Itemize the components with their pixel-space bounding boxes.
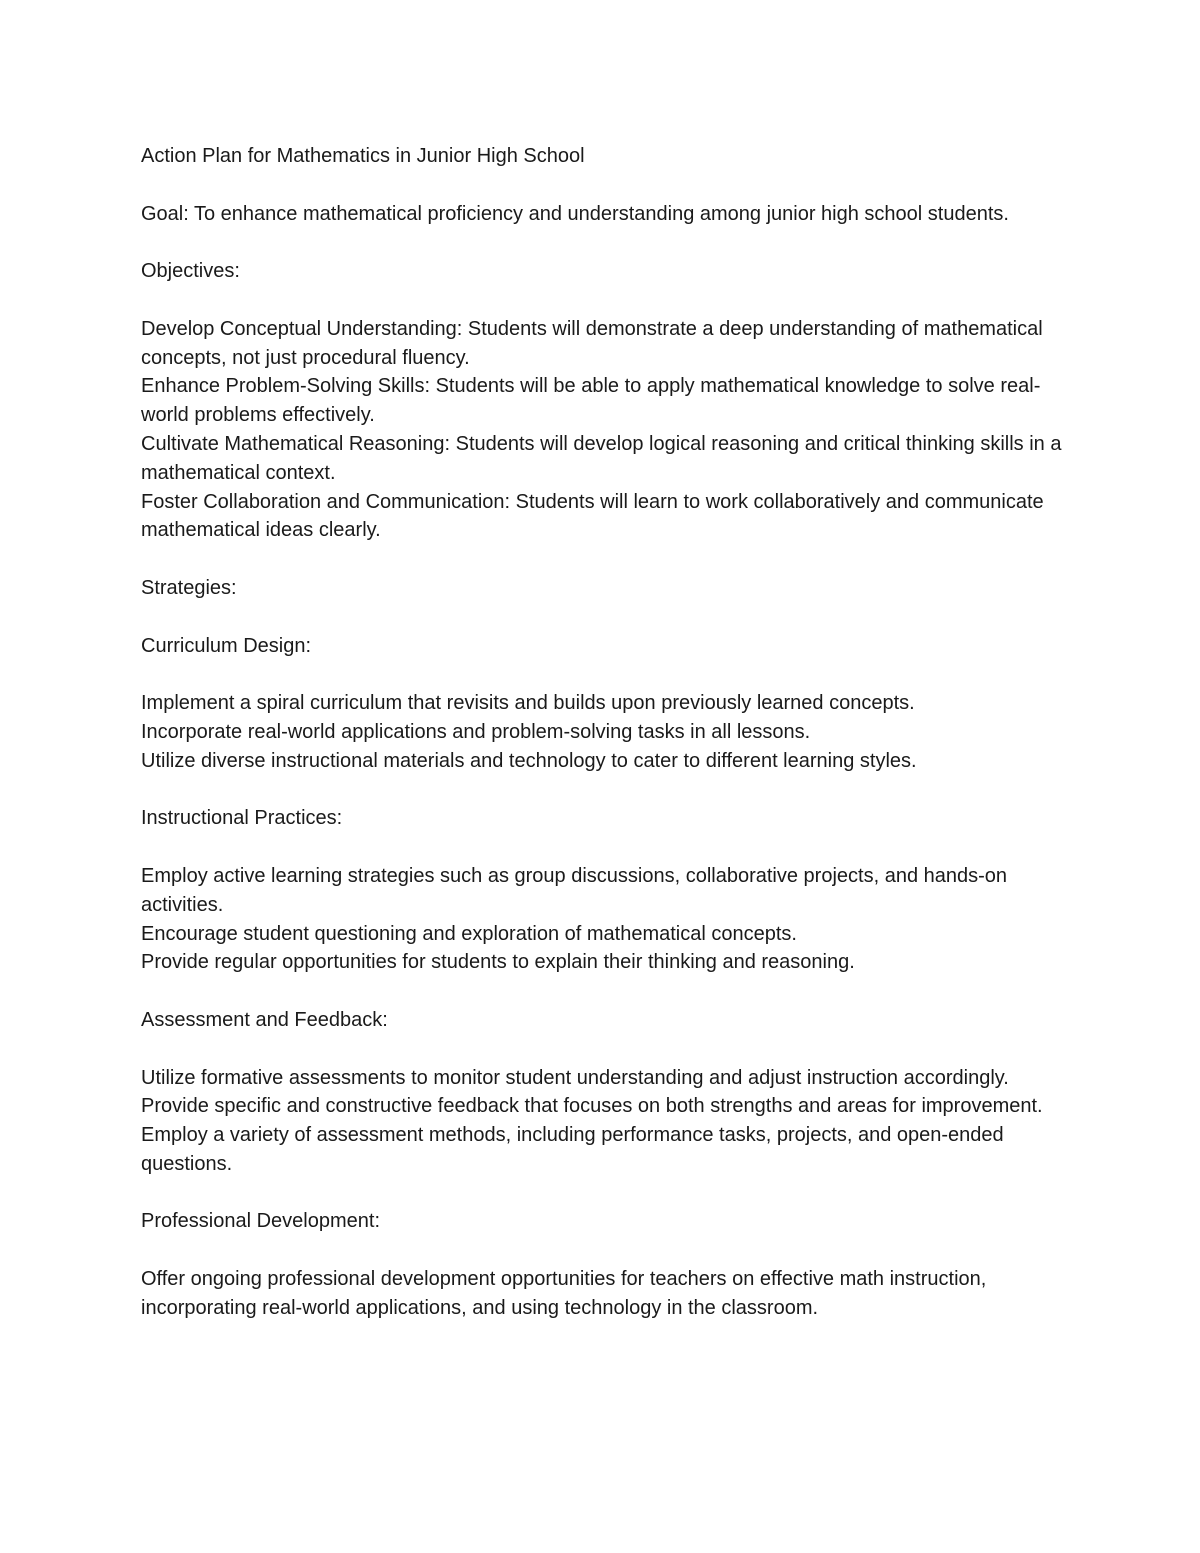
spacer — [141, 1035, 1071, 1064]
objective-item: Foster Collaboration and Communication: Students will learn to work collaboratively and communicate mathematical ideas clearly. — [141, 490, 1044, 542]
spacer — [141, 171, 1071, 200]
assessment-item: Utilize formative assessments to monitor student understanding and adjust instruction accordingly. — [141, 1066, 1009, 1089]
objective-item: Enhance Problem-Solving Skills: Students will be able to apply mathematical knowledge to solve real-world problems effectively. — [141, 375, 1041, 427]
instructional-item: Employ active learning strategies such as group discussions, collaborative projects, and hands-on activities. — [141, 864, 1008, 916]
assessment-heading: Assessment and Feedback: — [141, 1008, 388, 1031]
document-title: Action Plan for Mathematics in Junior High School — [141, 145, 585, 167]
curriculum-item: Implement a spiral curriculum that revisits and builds upon previously learned concepts. — [141, 692, 915, 715]
curriculum-item: Incorporate real-world applications and problem-solving tasks in all lessons. — [141, 720, 811, 743]
curriculum-heading: Curriculum Design: — [141, 634, 312, 657]
objectives-heading: Objectives: — [141, 260, 240, 283]
spacer — [141, 660, 1071, 689]
document-body — [141, 142, 1071, 1323]
objective-item: Develop Conceptual Understanding: Students will demonstrate a deep understanding of mathematical concepts, not just procedural fluency. — [141, 317, 1043, 369]
instructional-heading: Instructional Practices: — [141, 807, 343, 830]
spacer — [141, 228, 1071, 257]
spacer — [141, 286, 1071, 315]
assessment-item: Employ a variety of assessment methods, including performance tasks, projects, and open-ended questions. — [141, 1124, 1004, 1175]
spacer — [141, 776, 1071, 805]
spacer — [141, 545, 1071, 574]
spacer — [141, 833, 1071, 862]
spacer — [141, 1236, 1071, 1265]
professional-heading: Professional Development: — [141, 1210, 381, 1233]
spacer — [141, 1179, 1071, 1208]
spacer — [141, 603, 1071, 632]
professional-item: Offer ongoing professional development opportunities for teachers on effective math instruction, incorporating real-world applications, and using technology in the classroom. — [141, 1268, 987, 1319]
curriculum-item: Utilize diverse instructional materials and technology to cater to different learning styles. — [141, 749, 917, 772]
instructional-item: Encourage student questioning and exploration of mathematical concepts. — [141, 922, 797, 945]
strategies-heading: Strategies: — [141, 576, 237, 599]
instructional-item: Provide regular opportunities for students to explain their thinking and reasoning. — [141, 951, 855, 974]
spacer — [141, 977, 1071, 1006]
objective-item: Cultivate Mathematical Reasoning: Students will develop logical reasoning and critical thinking skills in a mathematical context. — [141, 432, 1062, 484]
goal-statement: Goal: To enhance mathematical proficiency and understanding among junior high school students. — [141, 202, 1009, 225]
assessment-item: Provide specific and constructive feedback that focuses on both strengths and areas for improvement. — [141, 1095, 1043, 1118]
